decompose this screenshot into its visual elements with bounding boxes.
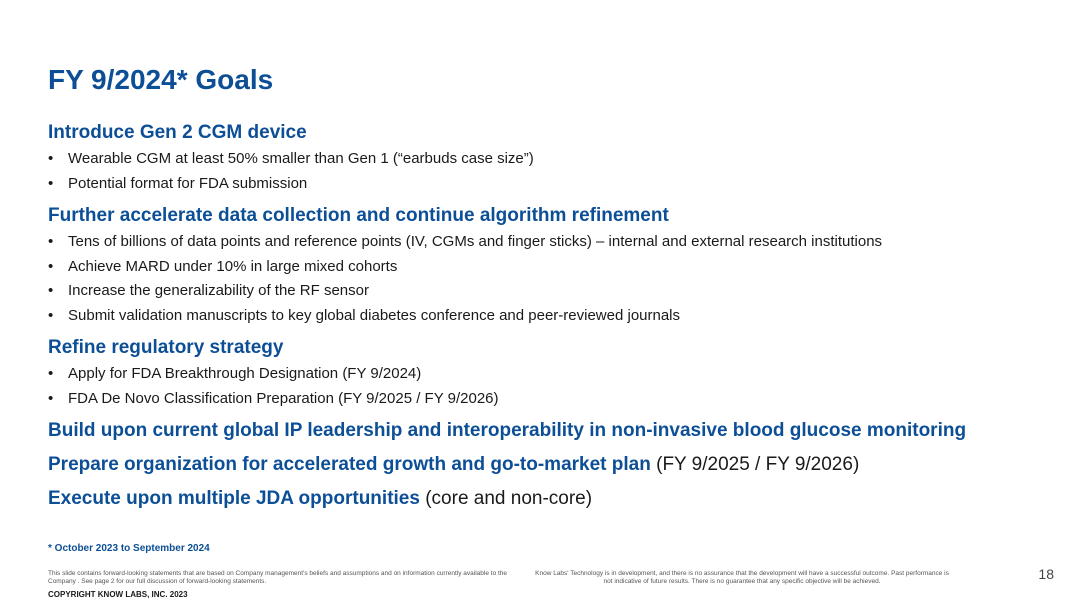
goal-bullet-text: FDA De Novo Classification Preparation (FY 9/2025 / FY 9/2026) (68, 389, 499, 407)
goal-bullet-text: Tens of billions of data points and reference points (IV, CGMs and finger sticks) – internal and external research institutions (68, 233, 883, 250)
goal-bullet-text: Increase the generalizability of the RF sensor (68, 282, 369, 299)
goal-bullet-item (48, 147, 1058, 172)
goal-heading-text: Introduce Gen 2 CGM device (48, 122, 307, 143)
goal-heading (48, 336, 1058, 360)
goal-bullet-item (48, 255, 1058, 280)
goal-bullet-text: Wearable CGM at least 50% smaller than Gen 1 (“earbuds case size”) (68, 150, 534, 167)
slide-title: FY 9/2024* Goals (48, 64, 274, 95)
goal-heading (48, 453, 1058, 477)
bullet-dot-icon: • (48, 389, 54, 407)
page-number: 18 (1038, 566, 1054, 582)
goal-bullet-item (48, 279, 1058, 304)
bullet-dot-icon: • (48, 282, 54, 299)
goal-bullet-item (48, 304, 1058, 329)
goal-heading (48, 204, 1058, 228)
goal-heading-text: Refine regulatory strategy (48, 337, 284, 358)
goal-heading-text: Further accelerate data collection and continue algorithm refinement (48, 205, 669, 226)
goals-list (48, 121, 1058, 521)
goal-heading (48, 121, 1058, 145)
goal-bullet-text: Achieve MARD under 10% in large mixed cohorts (68, 257, 398, 275)
bullet-dot-icon: • (48, 150, 54, 167)
forward-looking-disclaimer: This slide contains forward-looking statements that are based on Company management's beliefs and assumptions and on information currently available to the Company . See page 2 for our full discussion of forward-looking statements. (48, 570, 508, 585)
goal-bullet-text: Submit validation manuscripts to key global diabetes conference and peer-reviewed journals (68, 306, 681, 324)
bullet-dot-icon: • (48, 233, 54, 250)
goal-bullet-item (48, 172, 1058, 197)
goal-bullet-item (48, 362, 1058, 387)
bullet-dot-icon: • (48, 365, 54, 382)
goal-bullet-list (48, 230, 1058, 328)
goal-heading-text: Execute upon multiple JDA opportunities (48, 488, 420, 509)
development-disclaimer: Know Labs' Technology is in development, and there is no assurance that the development will have a successful outcome. Past performance is not indicative of future results. There is no guarantee that any specific objective will be achieved. (535, 570, 949, 585)
goal-bullet-list (48, 147, 1058, 196)
goal-bullet-item (48, 230, 1058, 255)
bullet-dot-icon: • (48, 257, 54, 275)
bullet-dot-icon: • (48, 174, 54, 192)
goal-bullet-list (48, 362, 1058, 411)
bullet-dot-icon: • (48, 306, 54, 324)
copyright: COPYRIGHT KNOW LABS, INC. 2023 (48, 590, 188, 599)
goal-bullet-text: Potential format for FDA submission (68, 174, 308, 192)
goal-heading (48, 419, 1058, 443)
goal-heading-text: Prepare organization for accelerated growth and go-to-market plan (48, 454, 651, 475)
goal-heading-timeframe: (FY 9/2025 / FY 9/2026) (650, 454, 860, 475)
goal-bullet-item (48, 387, 1058, 412)
goal-heading-text: Build upon current global IP leadership and interoperability in non-invasive blood glucose monitoring (48, 420, 967, 441)
goal-heading-timeframe: (core and non-core) (419, 488, 593, 509)
goal-bullet-text: Apply for FDA Breakthrough Designation (FY 9/2024) (68, 365, 422, 382)
footnote: * October 2023 to September 2024 (48, 543, 210, 554)
goal-heading (48, 487, 1058, 511)
